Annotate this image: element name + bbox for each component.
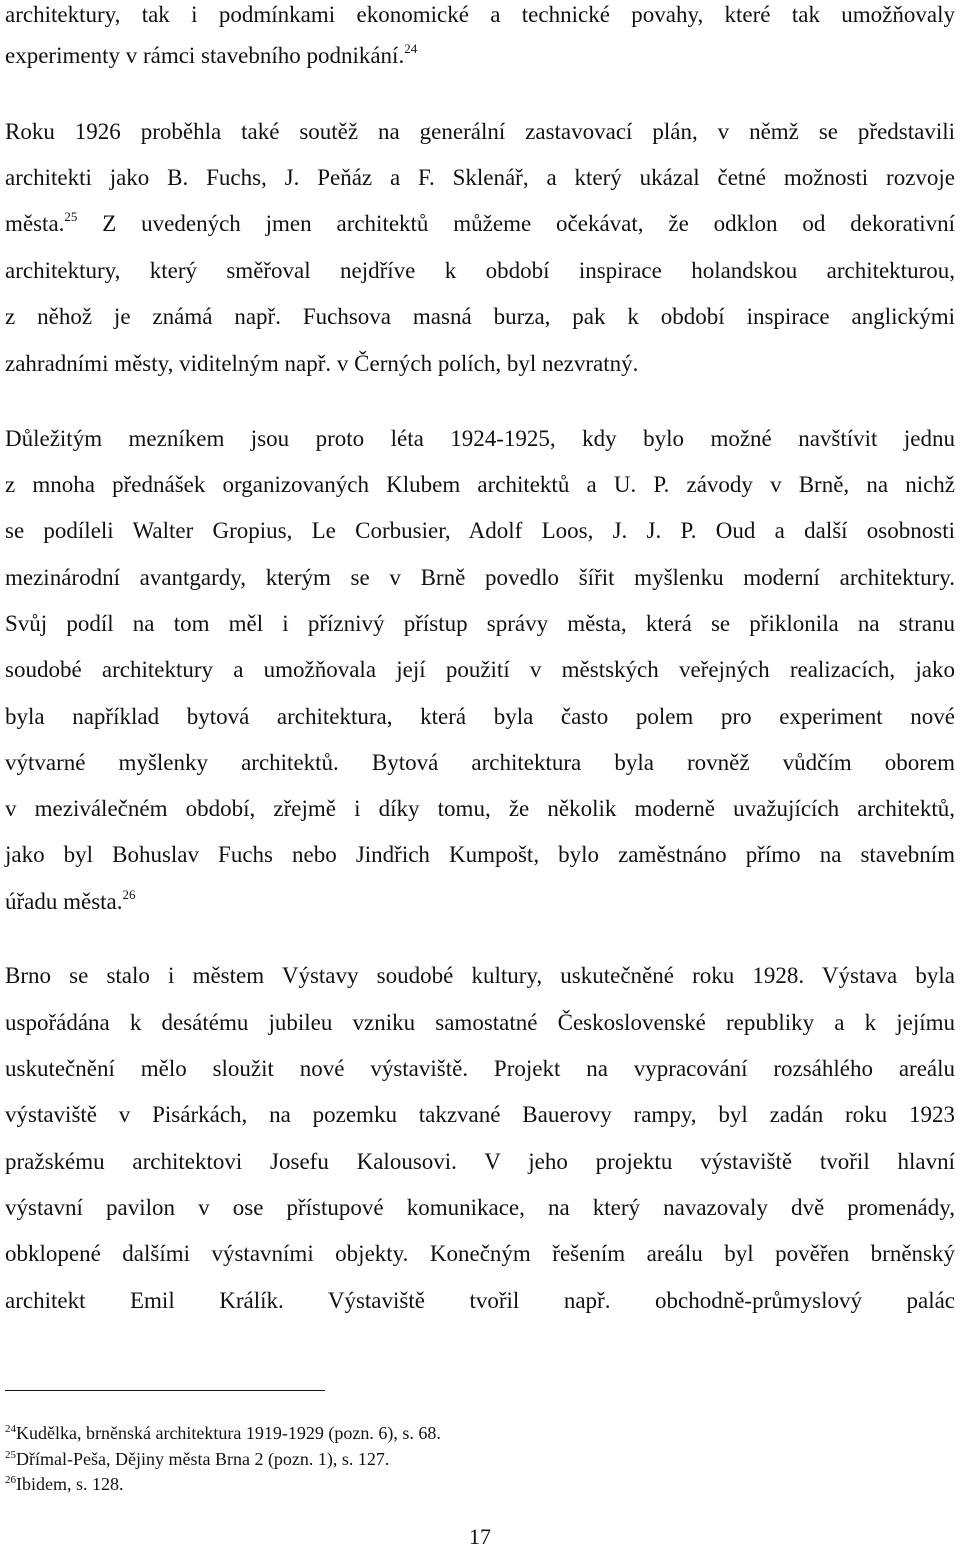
footnote-26: $^{26}$Ibidem, s. 128. <box>5 1474 124 1494</box>
footnote-25: $^{25}$Dřímal-Peša, Dějiny města Brna 2 (pozn. 1), s. 127. <box>5 1449 390 1469</box>
body-line: architektury, který směřoval nejdříve k období inspirace holandskou architekturou, <box>5 258 955 283</box>
body-line: z něhož je známá např. Fuchsova masná burza, pak k období inspirace anglickými <box>5 304 955 329</box>
body-line: se podíleli Walter Gropius, Le Corbusier, Adolf Loos, J. J. P. Oud a další osobnosti <box>5 518 955 543</box>
body-line: soudobé architektury a umožňovala její použití v městských veřejných realizacích, jako <box>5 657 955 682</box>
body-line: Roku 1926 proběhla také soutěž na generální zastavovací plán, v němž se představili <box>5 119 955 144</box>
body-line: obklopené dalšími výstavními objekty. Konečným řešením areálu byl pověřen brněnský <box>5 1241 955 1266</box>
body-line: architekt Emil Králík. Výstaviště tvořil např. obchodně-průmyslový palác <box>5 1288 955 1313</box>
body-line: zahradními městy, viditelným např. v Černých polích, byl nezvratný. <box>5 351 639 376</box>
body-line: architektury, tak i podmínkami ekonomické a technické povahy, které tak umožňovaly <box>5 2 955 27</box>
body-line: v meziválečném období, zřejmě i díky tomu, že několik moderně uvažujících architektů, <box>5 796 955 821</box>
footnote-number: 26 <box>5 1474 16 1486</box>
body-line: Důležitým mezníkem jsou proto léta 1924-1925, kdy bylo možné navštívit jednu <box>5 426 955 451</box>
footnote-24: $^{24}$Kudělka, brněnská architektura 1919-1929 (pozn. 6), s. 68. <box>5 1423 441 1443</box>
body-line: úřadu města.$^{26}$ <box>5 887 136 914</box>
body-line: výstavní pavilon v ose přístupové komunikace, na který navazovaly dvě promenády, <box>5 1195 955 1220</box>
footnote-ref-26: 26 <box>122 887 136 902</box>
body-line: uskutečnění mělo sloužit nové výstaviště. Projekt na vypracování rozsáhlého areálu <box>5 1056 955 1081</box>
body-line: jako byl Bohuslav Fuchs nebo Jindřich Kumpošt, bylo zaměstnáno přímo na stavebním <box>5 842 955 867</box>
body-line: města.$^{25}$ Z uvedených jmen architektů můžeme očekávat, že odklon od dekorativní <box>5 209 955 236</box>
footnote-number: 25 <box>5 1449 16 1461</box>
body-line: mezinárodní avantgardy, kterým se v Brně povedlo šířit myšlenku moderní architektury. <box>5 565 955 590</box>
body-line: výstaviště v Pisárkách, na pozemku takzvané Bauerovy rampy, byl zadán roku 1923 <box>5 1102 955 1127</box>
footnote-ref-24: 24 <box>404 41 418 56</box>
page-number: 17 <box>469 1524 491 1549</box>
body-line: experimenty v rámci stavebního podnikání.$^{24}$ <box>5 41 418 68</box>
body-line: byla například bytová architektura, která byla často polem pro experiment nové <box>5 704 955 729</box>
footnote-ref-25: 25 <box>64 209 78 224</box>
body-line: Svůj podíl na tom měl i příznivý přístup správy města, která se přiklonila na stranu <box>5 611 955 636</box>
footnote-separator <box>5 1390 325 1391</box>
footnote-number: 24 <box>5 1423 16 1435</box>
body-line: z mnoha přednášek organizovaných Klubem architektů a U. P. závody v Brně, na nichž <box>5 472 955 497</box>
body-line: uspořádána k desátému jubileu vzniku samostatné Československé republiky a k jejímu <box>5 1010 955 1035</box>
body-line: architekti jako B. Fuchs, J. Peňáz a F. Sklenář, a který ukázal četné možnosti rozvoje <box>5 165 955 190</box>
body-line: výtvarné myšlenky architektů. Bytová architektura byla rovněž vůdčím oborem <box>5 750 955 775</box>
body-line: pražskému architektovi Josefu Kalousovi. V jeho projektu výstaviště tvořil hlavní <box>5 1149 955 1174</box>
body-line: Brno se stalo i městem Výstavy soudobé kultury, uskutečněné roku 1928. Výstava byla <box>5 963 955 988</box>
